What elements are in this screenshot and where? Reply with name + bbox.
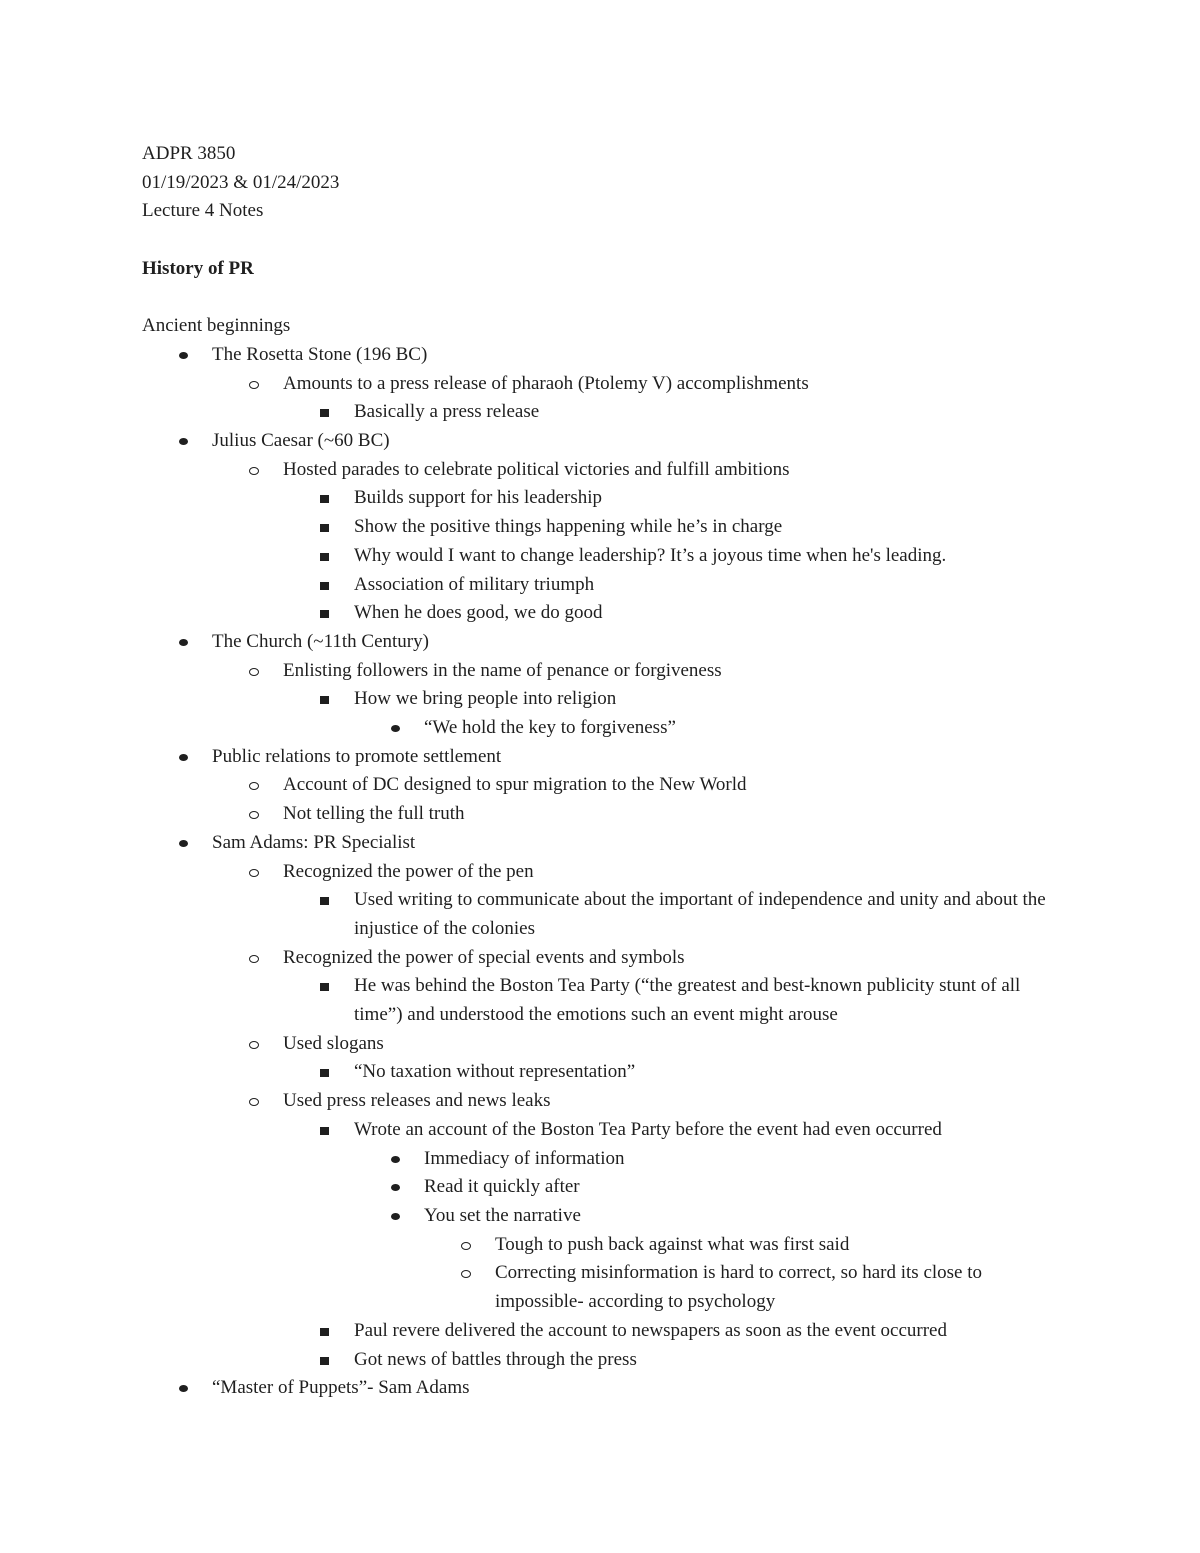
bullet-disc-icon xyxy=(177,1374,197,1403)
list-item-text: Correcting misinformation is hard to correct, so hard its close to impossible- according to psychology xyxy=(495,1262,983,1313)
list-item-text: “No taxation without representation” xyxy=(354,1061,636,1083)
list-item xyxy=(495,1231,1062,1260)
list-item xyxy=(354,886,1062,943)
list-item-text: Hosted parades to celebrate political victories and fulfill ambitions xyxy=(283,458,790,480)
bullet-circle-icon xyxy=(460,1231,480,1260)
list-item xyxy=(283,858,1062,944)
list-item-text: Julius Caesar (~60 BC) xyxy=(212,430,390,451)
list-item xyxy=(354,484,1062,513)
bullet-square-icon xyxy=(319,1346,339,1375)
list-item xyxy=(354,1346,1062,1375)
list-item xyxy=(354,542,1062,571)
list-item-text: Got news of battles through the press xyxy=(354,1348,637,1370)
list-item xyxy=(283,1030,1062,1087)
list-item xyxy=(354,599,1062,628)
bullet-disc-icon xyxy=(389,714,409,743)
list-item xyxy=(212,829,1062,1374)
list-item-text: Used press releases and news leaks xyxy=(283,1090,551,1112)
list-item xyxy=(354,1317,1062,1346)
list-item-text: Builds support for his leadership xyxy=(354,487,603,509)
bullet-square-icon xyxy=(319,571,339,600)
lecture-dates: 01/19/2023 & 01/24/2023 xyxy=(142,171,340,193)
list-item xyxy=(354,571,1062,600)
list-item xyxy=(424,1173,1062,1202)
list-item xyxy=(354,972,1062,1029)
notes-content xyxy=(142,140,1062,1403)
list-item xyxy=(424,1145,1062,1174)
list-item-text: “Master of Puppets”- Sam Adams xyxy=(212,1377,470,1399)
bullet-square-icon xyxy=(319,513,339,542)
bullet-circle-icon xyxy=(248,771,268,800)
bullet-disc-icon xyxy=(177,341,197,370)
list-item xyxy=(354,398,1062,427)
bullet-circle-icon xyxy=(248,1087,268,1116)
subsection-heading: Ancient beginnings xyxy=(142,315,291,337)
list-item xyxy=(424,1202,1062,1317)
list-item xyxy=(212,341,1062,427)
bullet-square-icon xyxy=(319,972,339,1001)
list-item xyxy=(283,800,1062,829)
list-item-text: Why would I want to change leadership? It’s a joyous time when he's leading. xyxy=(354,544,947,566)
list-item-text: Paul revere delivered the account to newspapers as soon as the event occurred xyxy=(354,1319,947,1341)
list-item-text: Used slogans xyxy=(283,1032,384,1054)
bullet-circle-icon xyxy=(248,1030,268,1059)
section-heading: History of PR xyxy=(142,257,254,279)
list-item-text: He was behind the Boston Tea Party (“the greatest and best-known publicity stunt of all time”) and understood the emotions such an event might arouse xyxy=(354,975,1021,1026)
list-item-text: Recognized the power of the pen xyxy=(283,860,534,882)
bullet-circle-icon xyxy=(248,370,268,399)
list-item xyxy=(354,685,1062,742)
list-item-text: Amounts to a press release of pharaoh (Ptolemy V) accomplishments xyxy=(283,372,809,394)
list-item xyxy=(354,1058,1062,1087)
list-item-text: Not telling the full truth xyxy=(283,803,465,825)
list-item-text: You set the narrative xyxy=(424,1204,581,1226)
list-item xyxy=(283,370,1062,427)
bullet-circle-icon xyxy=(460,1259,480,1288)
bullet-square-icon xyxy=(319,886,339,915)
list-item-text: Sam Adams: PR Specialist xyxy=(212,831,416,853)
list-item-text: Wrote an account of the Boston Tea Party before the event had even occurred xyxy=(354,1118,942,1140)
bullet-square-icon xyxy=(319,1116,339,1145)
bullet-disc-icon xyxy=(177,743,197,772)
list-item xyxy=(212,427,1062,628)
list-item xyxy=(424,714,1062,743)
list-item-text: When he does good, we do good xyxy=(354,602,603,624)
list-item xyxy=(354,513,1062,542)
list-item-text: How we bring people into religion xyxy=(354,688,617,710)
list-item-text: Recognized the power of special events and symbols xyxy=(283,946,685,968)
bullet-square-icon xyxy=(319,542,339,571)
bullet-square-icon xyxy=(319,685,339,714)
bullet-disc-icon xyxy=(389,1173,409,1202)
list-item-text: Account of DC designed to spur migration to the New World xyxy=(283,774,747,796)
bullet-circle-icon xyxy=(248,657,268,686)
course-code: ADPR 3850 xyxy=(142,143,236,164)
blank-line xyxy=(142,226,1062,255)
list-item xyxy=(283,771,1062,800)
list-item-text: Show the positive things happening while he’s in charge xyxy=(354,516,783,538)
bullet-disc-icon xyxy=(177,829,197,858)
bullet-disc-icon xyxy=(177,427,197,456)
list-item xyxy=(283,456,1062,628)
list-item xyxy=(354,1116,1062,1317)
list-item-text: Association of military triumph xyxy=(354,573,595,595)
bullet-circle-icon xyxy=(248,858,268,887)
list-item xyxy=(283,1087,1062,1374)
bullet-circle-icon xyxy=(248,456,268,485)
bullet-disc-icon xyxy=(389,1202,409,1231)
bullet-disc-icon xyxy=(177,628,197,657)
list-item-text: Immediacy of information xyxy=(424,1147,625,1169)
lecture-title: Lecture 4 Notes xyxy=(142,200,264,222)
list-item xyxy=(495,1259,1062,1316)
bullet-square-icon xyxy=(319,599,339,628)
bullet-circle-icon xyxy=(248,800,268,829)
bullet-square-icon xyxy=(319,398,339,427)
outline-list xyxy=(142,341,1062,1403)
list-item-text: Public relations to promote settlement xyxy=(212,745,502,767)
bullet-circle-icon xyxy=(248,944,268,973)
list-item xyxy=(212,743,1062,829)
list-item-text: Basically a press release xyxy=(354,401,540,423)
list-item-text: Tough to push back against what was first said xyxy=(495,1233,850,1255)
list-item xyxy=(283,657,1062,743)
list-item-text: Read it quickly after xyxy=(424,1176,580,1198)
list-item xyxy=(212,1374,1062,1403)
list-item-text: Enlisting followers in the name of penance or forgiveness xyxy=(283,659,722,681)
list-item xyxy=(283,944,1062,1030)
blank-line xyxy=(142,284,1062,313)
bullet-disc-icon xyxy=(389,1145,409,1174)
list-item xyxy=(212,628,1062,743)
list-item-text: Used writing to communicate about the important of independence and unity and about the injustice of the colonies xyxy=(354,889,1046,939)
bullet-square-icon xyxy=(319,1317,339,1346)
list-item-text: “We hold the key to forgiveness” xyxy=(424,717,676,739)
list-item-text: The Church (~11th Century) xyxy=(212,630,429,652)
bullet-square-icon xyxy=(319,484,339,513)
bullet-square-icon xyxy=(319,1058,339,1087)
list-item-text: The Rosetta Stone (196 BC) xyxy=(212,343,428,365)
